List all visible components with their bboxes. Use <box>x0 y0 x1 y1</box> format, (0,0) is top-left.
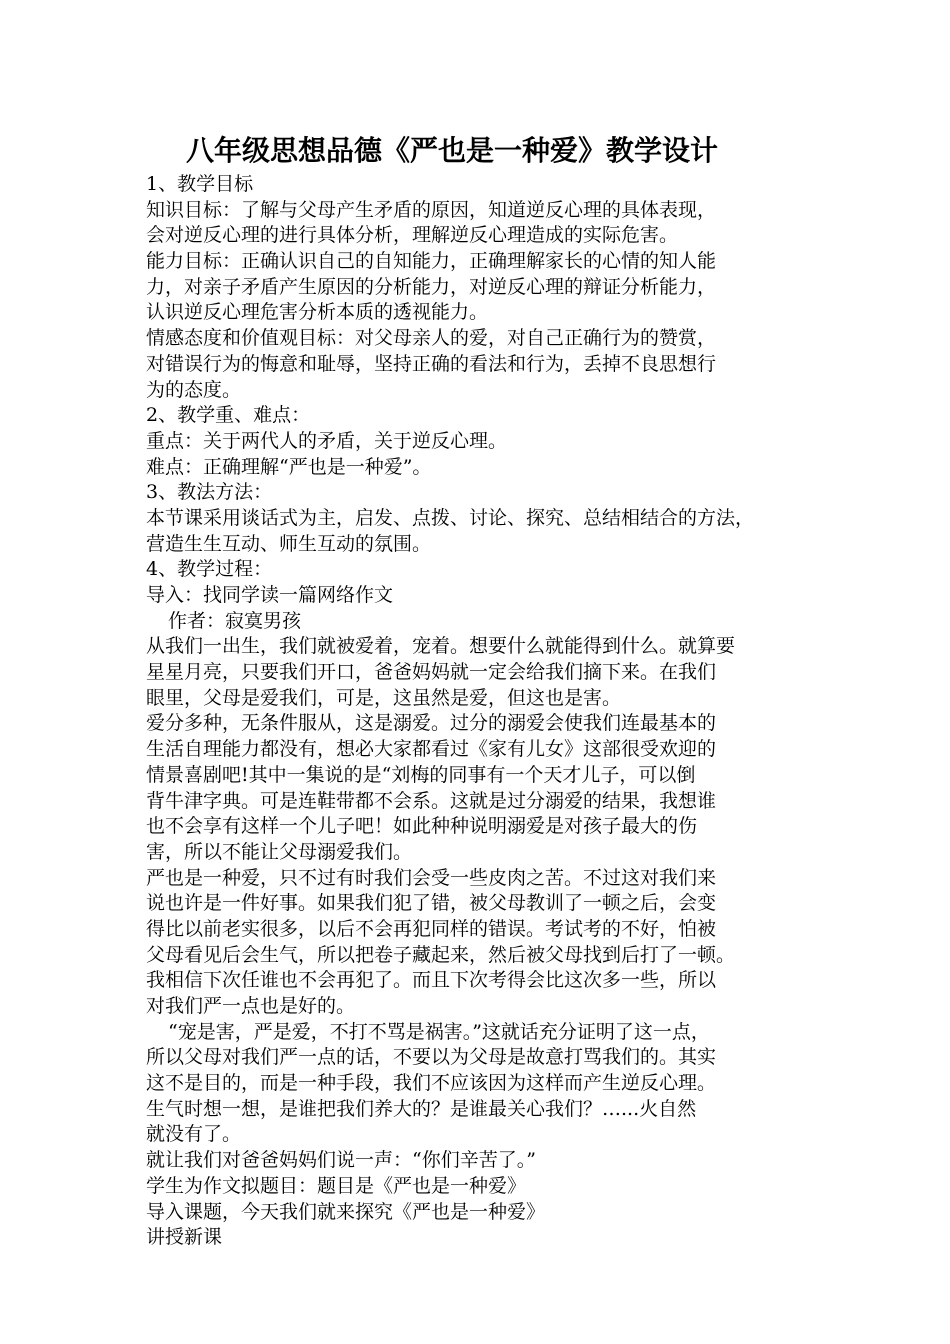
document-title: 八年级思想品德《严也是一种爱》教学设计 <box>185 134 718 167</box>
text-line: 背牛津字典。可是连鞋带都不会系。这就是过分溺爱的结果，我想谁 <box>146 789 717 812</box>
text-line: 生气时想一想，是谁把我们养大的？是谁最关心我们？…...火自然 <box>146 1097 697 1120</box>
text-line: 得比以前老实很多，以后不会再犯同样的错误。考试考的不好，怕被 <box>146 917 717 940</box>
text-line: 导入：找同学读一篇网络作文 <box>146 584 394 606</box>
text-line: 这不是目的，而是一种手段，我们不应该因为这样而产生逆反心理。 <box>146 1072 717 1095</box>
text-line: 就没有了。 <box>146 1123 242 1146</box>
text-line: 对我们严一点也是好的。 <box>146 995 356 1017</box>
text-line: 1、教学目标 <box>146 173 254 195</box>
text-line: 知识目标：了解与父母产生矛盾的原因，知道逆反心理的具体表现， <box>146 198 717 221</box>
text-line: 生活自理能力都没有，想必大家都看过《家有儿女》这部很受欢迎的 <box>146 738 717 761</box>
text-line: 就让我们对爸爸妈妈们说一声：“你们辛苦了。” <box>146 1149 536 1172</box>
text-line: “宠是害，严是爱，不打不骂是祸害。”这就话充分证明了这一点， <box>168 1020 710 1043</box>
text-line: 说也许是一件好事。如果我们犯了错，被父母教训了一顿之后，会变 <box>146 892 717 915</box>
text-line: 讲授新课 <box>146 1226 223 1249</box>
text-line: 认识逆反心理危害分析本质的透视能力。 <box>146 301 489 324</box>
text-line: 营造生生互动、师生互动的氛围。 <box>146 532 432 555</box>
text-line: 从我们一出生，我们就被爱着，宠着。想要什么就能得到什么。就算要 <box>146 635 736 658</box>
text-line: 重点：关于两代人的矛盾，关于逆反心理。 <box>146 429 508 452</box>
text-line: 爱分多种，无条件服从，这是溺爱。过分的溺爱会使我们连最基本的 <box>146 712 717 735</box>
text-line: 对错误行为的悔意和耻辱，坚持正确的看法和行为，丢掉不良思想行 <box>146 352 717 375</box>
text-line: 也不会享有这样一个儿子吧！如此种种说明溺爱是对孩子最大的伤 <box>146 815 698 838</box>
text-line: 所以父母对我们严一点的话，不要以为父母是故意打骂我们的。其实 <box>146 1046 717 1069</box>
text-line: 星星月亮，只要我们开口，爸爸妈妈就一定会给我们摘下来。在我们 <box>146 661 717 684</box>
text-line: 学生为作文拟题目：题目是《严也是一种爱》 <box>146 1174 527 1197</box>
text-line: 父母看见后会生气，所以把卷子藏起来，然后被父母找到后打了一顿。 <box>146 943 736 966</box>
text-line: 眼里，父母是爱我们，可是，这虽然是爱，但这也是害。 <box>146 686 622 709</box>
text-line: 3、教法方法： <box>146 481 273 504</box>
text-line: 导入课题，今天我们就来探究《严也是一种爱》 <box>146 1200 546 1223</box>
text-line: 2、教学重、难点： <box>146 404 311 427</box>
text-line: 害，所以不能让父母溺爱我们。 <box>146 840 413 863</box>
text-line: 力，对亲子矛盾产生原因的分析能力，对逆反心理的辩证分析能力， <box>146 275 717 298</box>
text-line: 会对逆反心理的进行具体分析，理解逆反心理造成的实际危害。 <box>146 224 679 247</box>
document-body <box>146 172 826 1251</box>
text-line: 情感态度和价值观目标：对父母亲人的爱，对自己正确行为的赞赏， <box>146 327 717 350</box>
text-line: 情景喜剧吧!其中一集说的是“刘梅的同事有一个天才儿子，可以倒 <box>146 763 696 786</box>
text-line: 4、教学过程： <box>146 558 273 581</box>
text-line: 难点：正确理解“严也是一种爱”。 <box>146 455 432 478</box>
text-line: 我相信下次任谁也不会再犯了。而且下次考得会比这次多一些，所以 <box>146 969 717 992</box>
text-line: 本节课采用谈话式为主，启发、点拨、讨论、探究、总结相结合的方法， <box>146 506 755 529</box>
text-line: 作者：寂寞男孩 <box>168 609 302 632</box>
text-line: 严也是一种爱，只不过有时我们会受一些皮肉之苦。不过这对我们来 <box>146 866 717 889</box>
text-line: 为的态度。 <box>146 378 242 401</box>
text-line: 能力目标：正确认识自己的自知能力，正确理解家长的心情的知人能 <box>146 250 717 273</box>
